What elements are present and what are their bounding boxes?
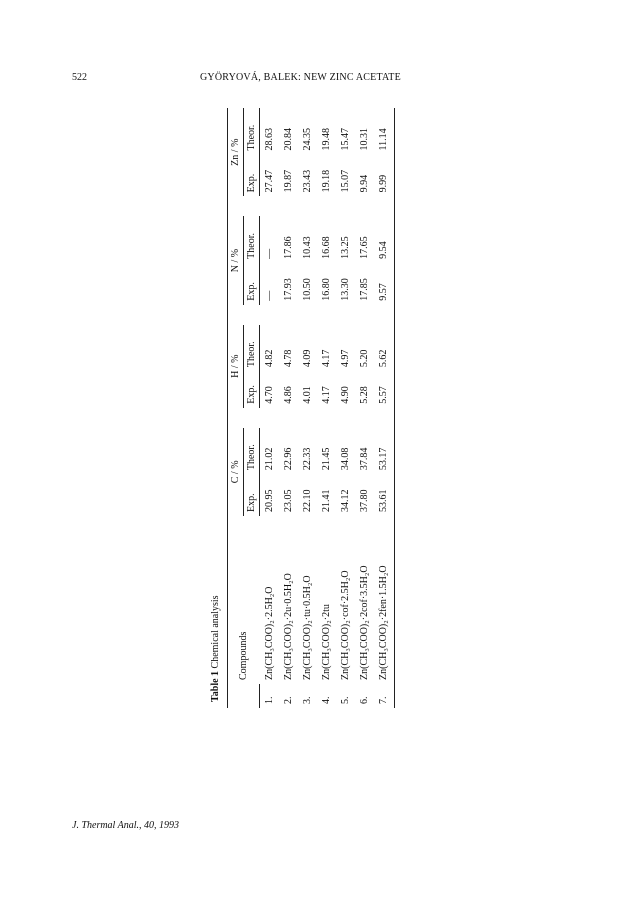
c-theor-value: 22.96 [283, 447, 294, 471]
n-theor-value: 10.43 [302, 236, 313, 259]
header-n-theor: Theor. [244, 216, 260, 262]
table-caption-text: Chemical analysis [210, 595, 221, 669]
c-exp-value: 37.80 [359, 489, 370, 512]
h-exp-value: 5.57 [374, 371, 395, 408]
header-zn-exp: Exp. [244, 155, 260, 197]
n-exp-value: 10.50 [302, 278, 313, 301]
header-c-exp: Exp. [244, 474, 260, 516]
n-theor-value: — [264, 248, 275, 259]
compound-formula: Zn(CH₃COO)₂·2fen·1.5H₂O [374, 516, 395, 684]
n-theor-value: 13.25 [340, 236, 351, 259]
header-zn-theor: Theor. [244, 108, 260, 155]
h-exp-value: 5.28 [359, 386, 370, 404]
n-exp-value: — [264, 290, 275, 301]
zn-theor-value: 15.47 [340, 128, 351, 151]
header-c-theor: Theor. [244, 428, 260, 474]
zn-theor-value: 28.63 [264, 128, 275, 151]
h-exp-value: 4.70 [264, 386, 275, 404]
h-theor-value: 4.97 [340, 349, 351, 368]
c-exp-value: 21.41 [321, 489, 332, 512]
c-theor-value: 53.17 [374, 428, 395, 474]
zn-theor-value: 11.14 [374, 108, 395, 155]
zn-exp-value: 19.18 [321, 169, 332, 193]
compound-formula: Zn(CH₃COO)₂·2tu [321, 604, 332, 680]
row-number: 1. [264, 696, 275, 704]
header-compounds: Compounds [228, 516, 260, 684]
c-theor-value: 37.84 [359, 447, 370, 471]
c-theor-value: 21.45 [321, 447, 332, 471]
table-row [336, 108, 355, 708]
n-exp-value: 13.30 [340, 278, 351, 301]
c-exp-value: 53.61 [374, 474, 395, 516]
header-group-h: H / % [228, 325, 244, 408]
compound-formula: Zn(CH₃COO)₂·cof·2.5H₂O [340, 570, 351, 680]
c-exp-value: 22.10 [302, 489, 313, 512]
n-exp-value: 17.85 [359, 278, 370, 301]
c-exp-value: 34.12 [340, 489, 351, 512]
row-number: 2. [283, 696, 294, 704]
rotated-table-block [210, 108, 580, 708]
table-label: Table 1 [210, 670, 221, 702]
compound-formula: Zn(CH₃COO)₂·2.5H₂O [263, 586, 275, 680]
header-empty [228, 684, 244, 708]
table-row [374, 108, 395, 708]
zn-theor-value: 24.35 [302, 128, 313, 151]
h-theor-value: 4.09 [302, 349, 313, 368]
c-exp-value: 23.05 [283, 489, 294, 512]
row-number: 3. [302, 696, 313, 704]
page-number: 522 [72, 72, 87, 83]
table-row [317, 108, 336, 708]
zn-theor-value: 20.84 [283, 128, 294, 151]
row-number: 4. [321, 696, 332, 704]
row-number: 5. [340, 696, 351, 704]
zn-exp-value: 27.47 [264, 169, 275, 193]
c-theor-value: 22.33 [302, 447, 313, 471]
zn-theor-value: 19.48 [321, 128, 332, 151]
journal-reference: J. Thermal Anal., 40, 1993 [72, 820, 180, 831]
n-theor-value: 17.86 [283, 236, 294, 259]
zn-exp-value: 9.99 [374, 155, 395, 197]
c-theor-value: 34.08 [340, 447, 351, 471]
h-exp-value: 4.90 [340, 386, 351, 404]
header-n-exp: Exp. [244, 263, 260, 305]
h-theor-value: 5.20 [359, 349, 370, 368]
table-row [355, 108, 374, 708]
table-row [279, 108, 298, 708]
n-theor-value: 9.54 [374, 216, 395, 262]
zn-exp-value: 23.43 [302, 169, 313, 193]
header-group-zn: Zn / % [228, 108, 244, 196]
n-theor-value: 16.68 [321, 236, 332, 259]
table-row [260, 108, 280, 708]
h-theor-value: 4.17 [321, 349, 332, 368]
n-theor-value: 17.65 [359, 236, 370, 259]
c-exp-value: 20.95 [264, 489, 275, 512]
zn-theor-value: 10.31 [359, 128, 370, 151]
h-exp-value: 4.86 [283, 386, 294, 404]
c-theor-value: 21.02 [264, 447, 275, 471]
n-exp-value: 9.57 [374, 263, 395, 305]
h-exp-value: 4.01 [302, 386, 313, 404]
row-number: 6. [359, 696, 370, 704]
n-exp-value: 17.93 [283, 278, 294, 301]
compound-formula: Zn(CH₃COO)₂·tu·0.5H₂O [302, 575, 313, 680]
zn-exp-value: 9.94 [359, 174, 370, 193]
row-number: 7. [374, 684, 395, 708]
n-exp-value: 16.80 [321, 278, 332, 301]
h-exp-value: 4.17 [321, 386, 332, 404]
h-theor-value: 5.62 [374, 325, 395, 371]
h-theor-value: 4.82 [264, 349, 275, 368]
header-h-exp: Exp. [244, 371, 260, 408]
running-title: GYÖRYOVÁ, BALEK: NEW ZINC ACETATE [200, 72, 401, 83]
table-caption [210, 108, 221, 702]
chemical-analysis-table [227, 108, 395, 708]
table-row [298, 108, 317, 708]
h-theor-value: 4.78 [283, 349, 294, 368]
header-group-n: N / % [228, 216, 244, 304]
zn-exp-value: 15.07 [340, 169, 351, 193]
header-h-theor: Theor. [244, 325, 260, 371]
zn-exp-value: 19.87 [283, 169, 294, 193]
header-group-c: C / % [228, 428, 244, 516]
compound-formula: Zn(CH₃COO)₂·2cof·3.5H₂O [359, 565, 370, 680]
compound-formula: Zn(CH₃COO)₂·2u·0.5H₂O [283, 573, 294, 680]
header-empty [244, 684, 260, 708]
